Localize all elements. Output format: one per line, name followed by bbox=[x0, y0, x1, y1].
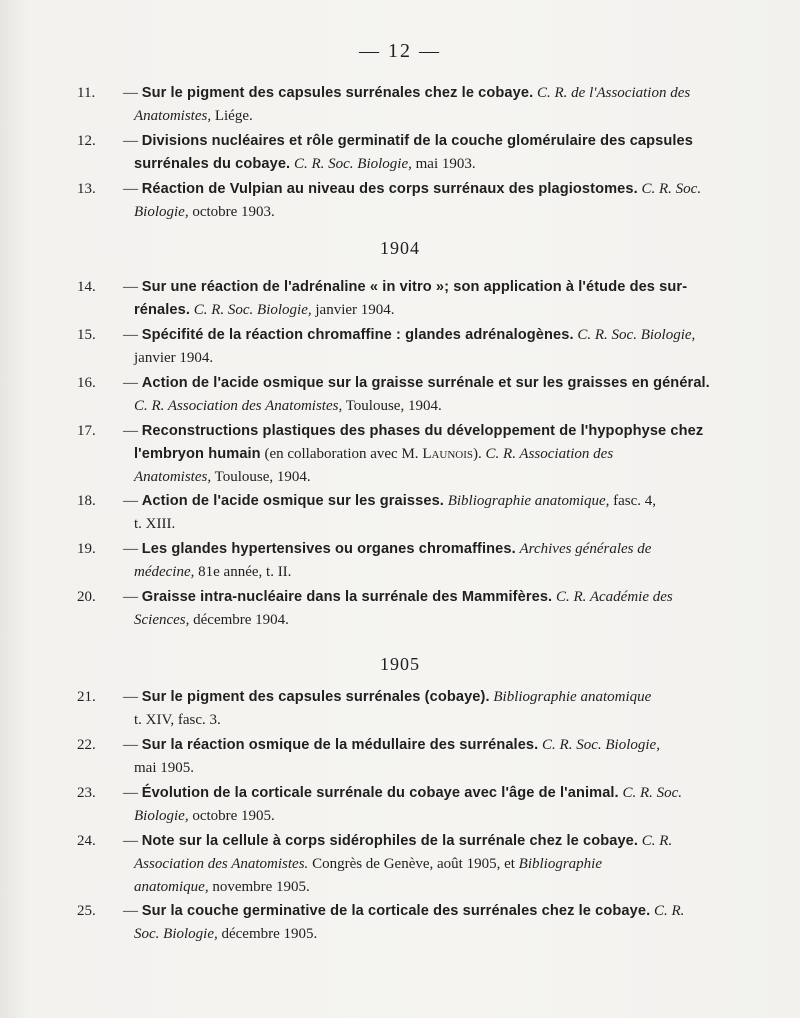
entry-collaboration-end: ). bbox=[473, 446, 482, 462]
entry-title: Divisions nucléaires et rôle germinatif de la couche glomérulaire des capsules bbox=[141, 133, 693, 149]
entry-details: janvier 1904. bbox=[315, 302, 395, 318]
entry-title: Réaction de Vulpian au niveau des corps surrénaux des plagiostomes. bbox=[141, 181, 638, 197]
entry-publication: C. R. Soc. bbox=[622, 785, 683, 801]
bibliography-entry bbox=[77, 686, 717, 732]
entry-details: mai 1905. bbox=[134, 760, 194, 776]
year-heading: 1904 bbox=[380, 238, 420, 258]
entry-number: 11. bbox=[77, 85, 96, 101]
entry-dash: — bbox=[123, 737, 138, 753]
entry-title-cont: rénales. bbox=[134, 302, 190, 318]
bibliography-entry bbox=[77, 82, 717, 128]
bibliography-entry bbox=[77, 324, 717, 370]
bibliography-entry bbox=[77, 178, 717, 224]
entry-publication-cont: Anatomistes, bbox=[134, 108, 212, 124]
entry-number: 24. bbox=[77, 833, 96, 849]
bibliography-entry bbox=[77, 538, 717, 584]
entry-dash: — bbox=[123, 181, 138, 197]
entry-publication: C. R. Soc. Biologie, bbox=[293, 156, 412, 172]
entry-title: Note sur la cellule à corps sidérophiles de la surrénale chez le cobaye. bbox=[141, 833, 639, 849]
entry-publication: C. R. Académie des bbox=[555, 589, 673, 605]
entry-number: 15. bbox=[77, 327, 96, 343]
bibliography-entry bbox=[77, 372, 717, 418]
entry-details: octobre 1903. bbox=[192, 204, 275, 220]
entry-dash: — bbox=[123, 833, 138, 849]
entry-dash: — bbox=[123, 689, 138, 705]
entry-publication-second: Bibliographie bbox=[518, 856, 602, 872]
entry-number: 22. bbox=[77, 737, 96, 753]
entry-dash: — bbox=[123, 133, 138, 149]
entry-dash: — bbox=[123, 903, 138, 919]
entry-title: Évolution de la corticale surrénale du cobaye avec l'âge de l'animal. bbox=[141, 785, 619, 801]
entry-dash: — bbox=[123, 423, 138, 439]
bibliography-entry bbox=[77, 130, 717, 176]
bibliography-entry bbox=[77, 586, 717, 632]
entry-title: Sur la couche germinative de la corticale des surrénales chez le cobaye. bbox=[141, 903, 651, 919]
entry-number: 19. bbox=[77, 541, 96, 557]
entry-details: 81e année, t. II. bbox=[198, 564, 292, 580]
entry-title: Sur le pigment des capsules surrénales chez le cobaye. bbox=[141, 85, 534, 101]
entry-publication: C. R. bbox=[653, 903, 685, 919]
entry-coauthor: Launois bbox=[422, 446, 474, 462]
entry-publication-cont: Biologie, bbox=[134, 808, 189, 824]
entry-title: Action de l'acide osmique sur les graisses. bbox=[141, 493, 444, 509]
bibliography-entry bbox=[77, 276, 717, 322]
entry-details: Toulouse, 1904. bbox=[214, 469, 311, 485]
entry-details: Congrès de Genève, août 1905, et bbox=[312, 856, 515, 872]
entry-publication: Archives générales de bbox=[519, 541, 652, 557]
entry-details: fasc. 4, bbox=[613, 493, 657, 509]
entry-publication: C. R. de l'Association des bbox=[537, 85, 691, 101]
entry-dash: — bbox=[123, 493, 138, 509]
entry-title: Sur le pigment des capsules surrénales (cobaye). bbox=[141, 689, 490, 705]
entry-number: 20. bbox=[77, 589, 96, 605]
entry-number: 17. bbox=[77, 423, 96, 439]
entry-title-cont: l'embryon humain bbox=[134, 446, 261, 462]
entry-number: 16. bbox=[77, 375, 96, 391]
entry-publication-cont: Anatomistes, bbox=[134, 469, 212, 485]
page-number: — 12 — bbox=[359, 40, 441, 62]
entry-title: Sur une réaction de l'adrénaline « in vitro »; son application à l'étude des sur- bbox=[141, 279, 688, 295]
entry-publication-second-cont: anatomique, bbox=[134, 879, 209, 895]
entry-dash: — bbox=[123, 785, 138, 801]
entry-publication: C. R. Soc. Biologie, bbox=[193, 302, 312, 318]
entry-publication-cont: Sciences, bbox=[134, 612, 190, 628]
entry-dash: — bbox=[123, 279, 138, 295]
bibliography-entry bbox=[77, 734, 717, 780]
entry-number: 18. bbox=[77, 493, 96, 509]
entry-dash: — bbox=[123, 541, 138, 557]
entry-details: Liége. bbox=[214, 108, 253, 124]
entry-title: Reconstructions plastiques des phases du développement de l'hypophyse chez bbox=[141, 423, 704, 439]
entry-title-cont: surrénales du cobaye. bbox=[134, 156, 291, 172]
bibliography-entry bbox=[77, 490, 717, 536]
bibliography-entry bbox=[77, 830, 717, 899]
bibliography-entry bbox=[77, 900, 717, 946]
entry-number: 12. bbox=[77, 133, 96, 149]
entry-publication: C. R. Association des Anatomistes, bbox=[134, 398, 343, 414]
entry-number: 23. bbox=[77, 785, 96, 801]
entry-collaboration: (en collaboration avec M. bbox=[264, 446, 419, 462]
entry-number: 13. bbox=[77, 181, 96, 197]
entry-publication-cont: Soc. Biologie, bbox=[134, 926, 218, 942]
entry-title: Spécifité de la réaction chromaffine : glandes adrénalogènes. bbox=[141, 327, 574, 343]
entry-publication: C. R. Soc. Biologie, bbox=[577, 327, 696, 343]
entry-number: 14. bbox=[77, 279, 96, 295]
entry-details: janvier 1904. bbox=[134, 350, 214, 366]
bibliography-entry bbox=[77, 782, 717, 828]
entry-publication: C. R. Soc. bbox=[641, 181, 702, 197]
entry-publication: C. R. Soc. Biologie, bbox=[542, 737, 660, 753]
entry-title: Action de l'acide osmique sur la graisse surrénale et sur les graisses en général. bbox=[141, 375, 710, 391]
entry-details: mai 1903. bbox=[415, 156, 476, 172]
entry-dash: — bbox=[123, 85, 138, 101]
entry-dash: — bbox=[123, 589, 138, 605]
entry-details: octobre 1905. bbox=[192, 808, 275, 824]
entry-number: 25. bbox=[77, 903, 96, 919]
entry-details-cont: t. XIII. bbox=[134, 516, 176, 532]
entry-details-second: novembre 1905. bbox=[212, 879, 310, 895]
entry-publication-cont: médecine, bbox=[134, 564, 195, 580]
entry-details: décembre 1904. bbox=[193, 612, 289, 628]
entry-number: 21. bbox=[77, 689, 96, 705]
entry-publication: Bibliographie anatomique, bbox=[447, 493, 610, 509]
year-heading: 1905 bbox=[380, 654, 420, 674]
entry-dash: — bbox=[123, 375, 138, 391]
entry-publication: C. R. Association des bbox=[485, 446, 614, 462]
entry-title: Les glandes hypertensives ou organes chromaffines. bbox=[141, 541, 516, 557]
entry-title: Sur la réaction osmique de la médullaire des surrénales. bbox=[141, 737, 539, 753]
entry-dash: — bbox=[123, 327, 138, 343]
entry-title: Graisse intra-nucléaire dans la surrénale des Mammifères. bbox=[141, 589, 553, 605]
entry-publication-cont: Association des Anatomistes. bbox=[134, 856, 309, 872]
bibliography-entry bbox=[77, 420, 717, 489]
entry-details: décembre 1905. bbox=[221, 926, 318, 942]
entry-publication-cont: Biologie, bbox=[134, 204, 189, 220]
entry-publication: Bibliographie anatomique bbox=[493, 689, 652, 705]
entry-details: Toulouse, 1904. bbox=[345, 398, 442, 414]
entry-publication: C. R. bbox=[641, 833, 673, 849]
entry-details: t. XIV, fasc. 3. bbox=[134, 712, 221, 728]
